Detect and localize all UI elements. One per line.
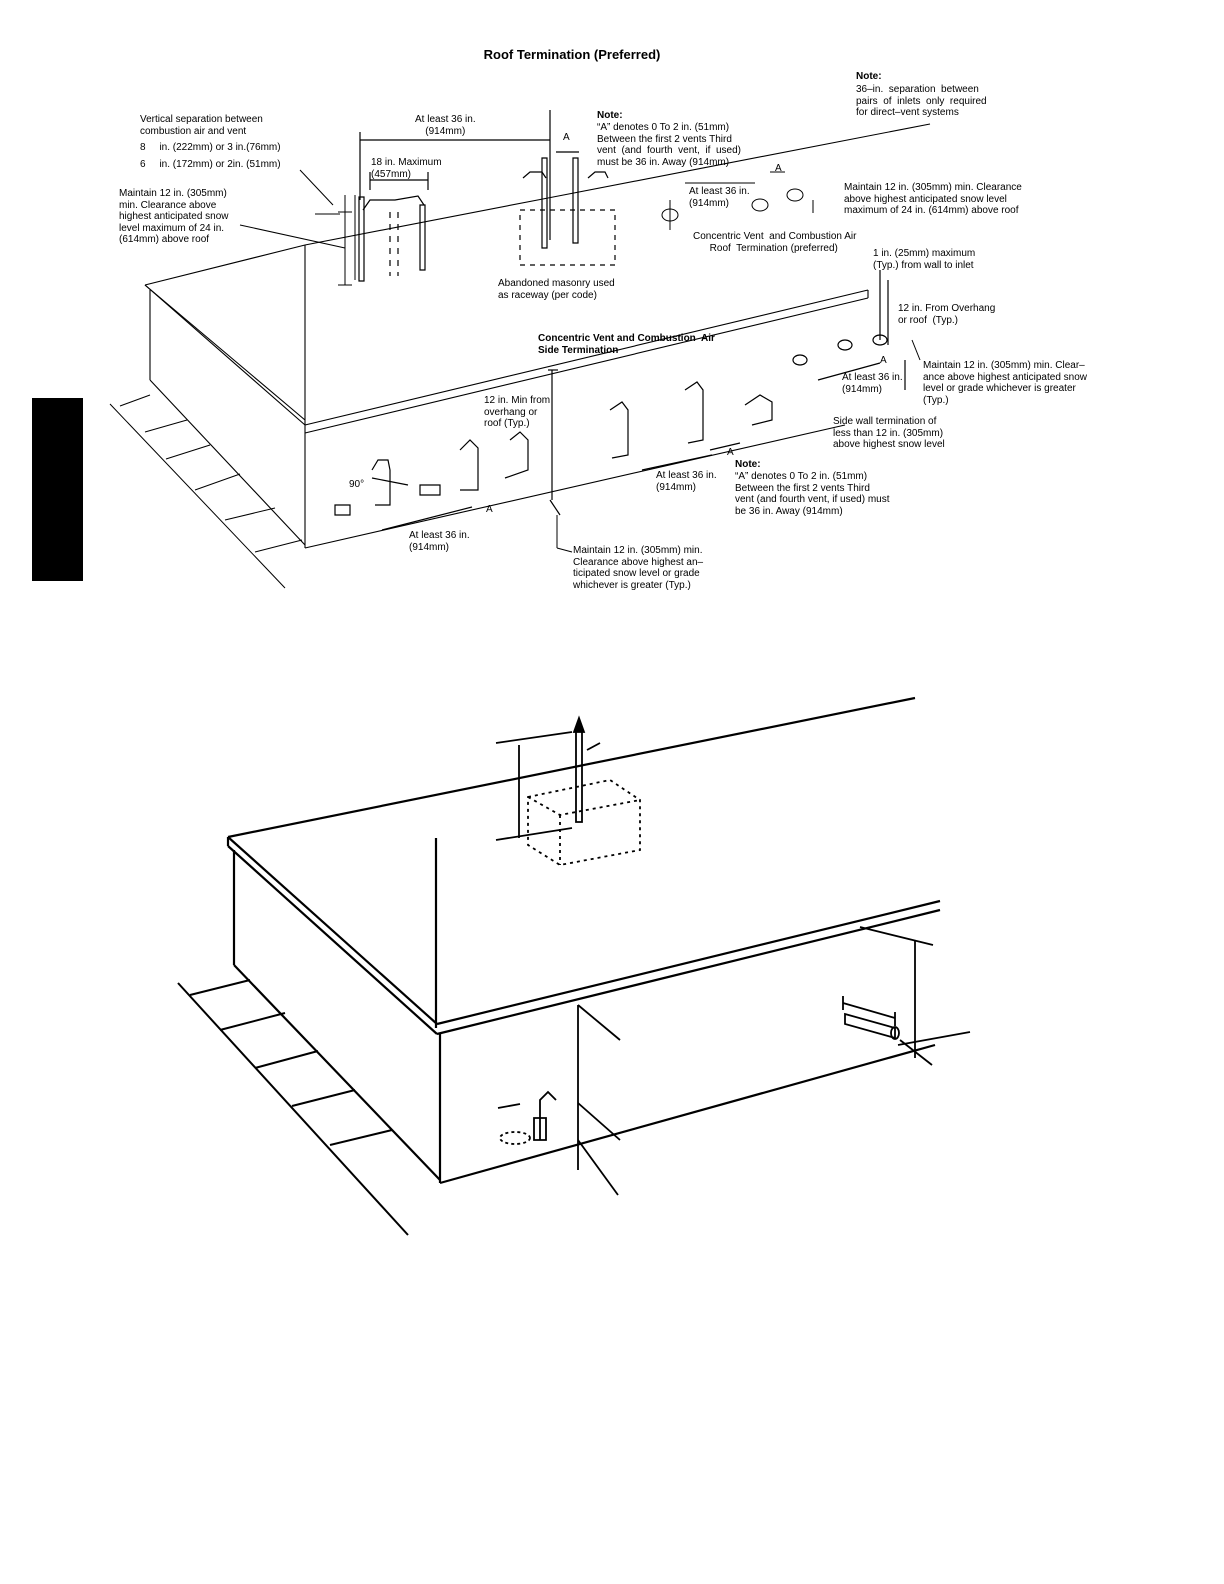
- dim-a-mark: A: [727, 447, 734, 458]
- side-pipe-right: [843, 927, 970, 1065]
- figure-title: Roof Termination (Preferred): [483, 47, 661, 62]
- label-12in-overhang: 12 in. From Overhang or roof (Typ.): [898, 303, 996, 326]
- note-b-title: Note:: [735, 459, 761, 470]
- label-18in-maximum: 18 in. Maximum (457mm): [371, 157, 442, 180]
- label-maintain-side-right: Maintain 12 in. (305mm) min. Clear– ance above highest anticipated snow level or grade whichever is greater (Typ.): [923, 360, 1088, 406]
- label-concentric-roof: Concentric Vent and Combustion Air Roof Termination (preferred): [693, 231, 857, 254]
- side-vent-bottom: [498, 1005, 620, 1195]
- label-vertical-separation: Vertical separation between combustion air and vent: [140, 114, 263, 137]
- label-separation-6in: 6 in. (172mm) or 2in. (51mm): [140, 159, 281, 170]
- note-a-title: Note:: [597, 110, 623, 121]
- note-b-body: “A” denotes 0 To 2 in. (51mm) Between the first 2 vents Third vent (and fourth vent, if used) must be 36 in. Away (914mm): [735, 471, 890, 517]
- ground-grid-top: [110, 395, 302, 588]
- label-at-least-36-side-right: At least 36 in. (914mm): [842, 372, 903, 395]
- label-at-least-36-side-mid: At least 36 in. (914mm): [656, 470, 717, 493]
- label-concentric-side: Concentric Vent and Combustion Air Side Termination: [538, 333, 715, 356]
- dim-a-mark: A: [486, 504, 493, 515]
- label-at-least-36-top: At least 36 in. (914mm): [415, 114, 476, 137]
- note-36-title: Note:: [856, 71, 882, 82]
- label-maintain-side-bottom: Maintain 12 in. (305mm) min. Clearance above highest an– ticipated snow level or grade whichever is greater (Typ.): [573, 545, 704, 591]
- label-at-least-36-concentric: At least 36 in. (914mm): [689, 186, 750, 209]
- label-90-degree: 90°: [349, 479, 365, 490]
- roof-vent-bottom: [496, 718, 640, 865]
- note-36-body: 36–in. separation between pairs of inlets only required for direct–vent systems: [856, 84, 987, 118]
- dim-a-mark: A: [880, 355, 887, 366]
- roof-pipes-left: [359, 132, 550, 281]
- label-side-wall-less: Side wall termination of less than 12 in. (305mm) above highest snow level: [833, 416, 945, 450]
- note-a-body: “A” denotes 0 To 2 in. (51mm) Between the first 2 vents Third vent (and fourth vent, if used) must be 36 in. Away (914mm): [597, 122, 741, 168]
- label-separation-8in: 8 in. (222mm) or 3 in.(76mm): [140, 142, 281, 153]
- label-maintain-concentric: Maintain 12 in. (305mm) min. Clearance above highest anticipated snow level maximum of 24 in. (614mm) above roof: [844, 182, 1022, 216]
- ground-grid-bottom: [178, 980, 408, 1235]
- vertical-separation-dims: [315, 195, 355, 285]
- label-abandoned-masonry: Abandoned masonry used as raceway (per code): [498, 278, 615, 301]
- label-1in-maximum: 1 in. (25mm) maximum (Typ.) from wall to inlet: [873, 248, 976, 271]
- label-maintain-roof-clearance: Maintain 12 in. (305mm) min. Clearance above highest anticipated snow level maximum of 24 in. (614mm) above roof: [119, 188, 229, 245]
- dim-a-mark: A: [775, 163, 782, 174]
- label-at-least-36-side-left: At least 36 in. (914mm): [409, 530, 470, 553]
- dim-a-mark: A: [563, 132, 570, 143]
- label-12in-min-overhang: 12 in. Min from overhang or roof (Typ.): [484, 395, 551, 429]
- building-bottom: [228, 698, 940, 1183]
